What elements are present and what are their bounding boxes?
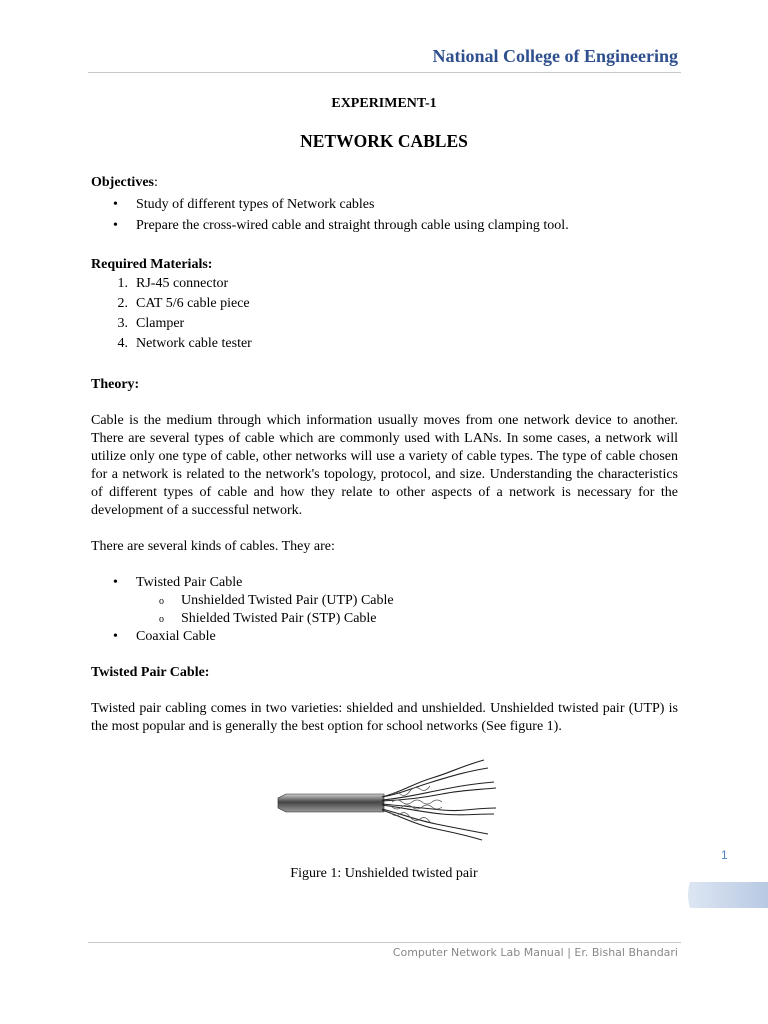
list-item-text: Network cable tester [136,336,252,351]
list-item-text: CAT 5/6 cable piece [136,296,250,311]
list-item: • Twisted Pair Cable [91,574,678,592]
header-title: National College of Engineering [432,46,678,66]
materials-heading-line [91,256,678,274]
objectives-list [91,194,678,236]
figure-caption: Figure 1: Unshielded twisted pair [290,866,478,881]
list-item [91,294,678,314]
page-title: NETWORK CABLES [300,131,468,151]
list-item-number: 3. [117,316,128,331]
list-item-number: 2. [117,296,128,311]
theory-heading-line [91,376,678,394]
list-item: • Study of different types of Network cables [91,194,678,215]
cable-kinds-list [91,574,678,646]
list-item-number: 4. [117,336,128,351]
twisted-pair-heading: Twisted Pair Cable: [91,665,210,680]
list-item [91,334,678,354]
list-item: • Prepare the cross-wired cable and straight through cable using clamping tool. [91,215,678,236]
list-item [91,314,678,334]
objectives-heading: Objectives [91,175,154,190]
sub-list-item: o Unshielded Twisted Pair (UTP) Cable [91,592,678,610]
experiment-label: EXPERIMENT-1 [331,96,437,111]
list-item-text: RJ-45 connector [136,276,229,291]
list-item-text: Clamper [136,316,185,331]
twisted-pair-paragraph: Twisted pair cabling comes in two varieties: shielded and unshielded. Unshielded twisted pair (UTP) is the most popular and is generally the best option for school networks (See figure 1). [91,701,678,734]
page-tab-decoration [686,880,768,910]
theory-paragraph: Cable is the medium through which information usually moves from one network device to another. There are several types of cable which are commonly used with LANs. In some cases, a network will utilize only one type of cable, other networks will use a variety of cable types. The type of cable chosen for a network is related to the network's topology, protocol, and size. Understanding the characteristics of different types of cable and how they relate to other aspects of a network is necessary for the development of a successful network. [91,413,678,518]
list-item: • Coaxial Cable [91,628,678,646]
document-body [91,174,678,736]
objectives-colon: : [153,175,158,190]
list-item-number: 1. [117,276,128,291]
materials-heading: Required Materials: [91,257,213,272]
utp-cable-illustration [272,752,502,842]
page-number: 1 [721,848,728,862]
objectives-heading-line [91,174,678,192]
twisted-pair-heading-line [91,664,678,682]
list-item [91,274,678,294]
header-divider [88,72,681,73]
materials-list [91,274,678,354]
footer-text: Computer Network Lab Manual | Er. Bishal Bhandari [392,946,678,959]
sub-list-item: o Shielded Twisted Pair (STP) Cable [91,610,678,628]
footer-divider [88,942,681,943]
theory-heading: Theory: [91,377,140,392]
kinds-intro: There are several kinds of cables. They are: [91,539,335,554]
